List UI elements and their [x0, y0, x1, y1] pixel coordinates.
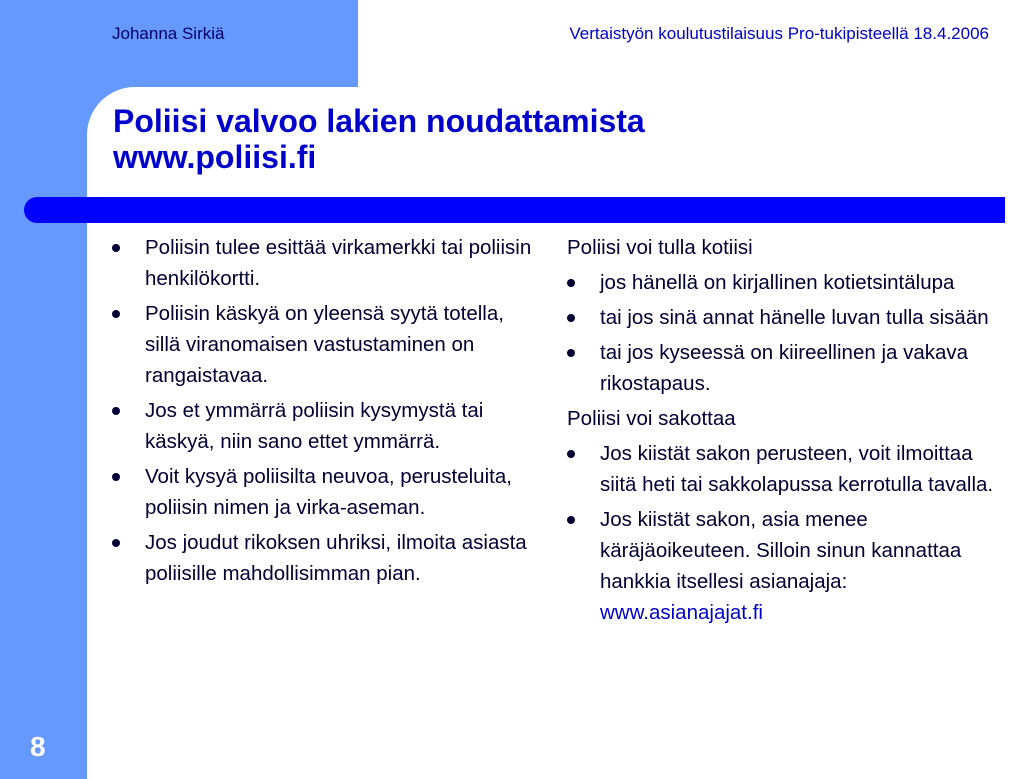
slide-title: [113, 103, 645, 175]
section-heading-home: Poliisi voi tulla kotiisi: [567, 236, 753, 259]
bullet-icon: [112, 539, 120, 547]
header-event: Vertaistyön koulutustilaisuus Pro-tukipisteellä 18.4.2006: [569, 24, 989, 43]
bullet-text: tai jos sinä annat hänelle luvan tulla sisään: [600, 306, 989, 329]
bullet-icon: [567, 314, 575, 322]
bullet-icon: [567, 516, 575, 524]
bullet-icon: [112, 244, 120, 252]
bullet-text: Jos kiistät sakon perusteen, voit ilmoittaa siitä heti tai sakkolapussa kerrotulla tavalla.: [600, 442, 994, 496]
bullet-icon: [112, 473, 120, 481]
bullet-text: tai jos kyseessä on kiireellinen ja vakava rikostapaus.: [600, 341, 969, 395]
bullet-item: [567, 337, 1007, 399]
bullet-item: [112, 395, 542, 457]
bullet-item: [567, 504, 1007, 628]
left-column: [112, 232, 542, 593]
bullet-item: [112, 232, 542, 294]
slide-title-line1: Poliisi valvoo lakien noudattamista: [113, 103, 645, 139]
bullet-text: Poliisin käskyä on yleensä syytä totella, sillä viranomaisen vastustaminen on rangaistavaa.: [145, 302, 504, 387]
page-number: 8: [30, 731, 46, 762]
bullet-text: Jos et ymmärrä poliisin kysymystä tai käskyä, niin sano ettet ymmärrä.: [145, 399, 484, 453]
lawyers-link[interactable]: www.asianajajat.fi: [600, 601, 763, 624]
bullet-icon: [112, 407, 120, 415]
bullet-item: [112, 298, 542, 391]
bullet-text: Voit kysyä poliisilta neuvoa, perusteluita, poliisin nimen ja virka-aseman.: [145, 465, 512, 519]
bullet-icon: [567, 279, 575, 287]
slide-title-url: www.poliisi.fi: [113, 139, 317, 175]
bullet-icon: [567, 450, 575, 458]
bullet-text: Poliisin tulee esittää virkamerkki tai poliisin henkilökortti.: [145, 236, 532, 290]
bullet-text: jos hänellä on kirjallinen kotietsintälupa: [600, 271, 955, 294]
title-divider-bar: [24, 197, 1005, 223]
bullet-item: [567, 267, 1007, 298]
bullet-item: [112, 461, 542, 523]
header-author: Johanna Sirkiä: [112, 24, 225, 43]
bullet-text: Jos kiistät sakon, asia menee käräjäoikeuteen. Silloin sinun kannattaa hankkia itsellesi asianajaja:: [600, 508, 962, 593]
bullet-item: [567, 438, 1007, 500]
bullet-item: [567, 302, 1007, 333]
bullet-text: Jos joudut rikoksen uhriksi, ilmoita asiasta poliisille mahdollisimman pian.: [145, 531, 527, 585]
bullet-icon: [567, 349, 575, 357]
section-heading-fines: Poliisi voi sakottaa: [567, 407, 736, 430]
bullet-icon: [112, 310, 120, 318]
sidebar-decoration: [0, 0, 87, 779]
right-column: [567, 232, 1007, 632]
bullet-item: [112, 527, 542, 589]
